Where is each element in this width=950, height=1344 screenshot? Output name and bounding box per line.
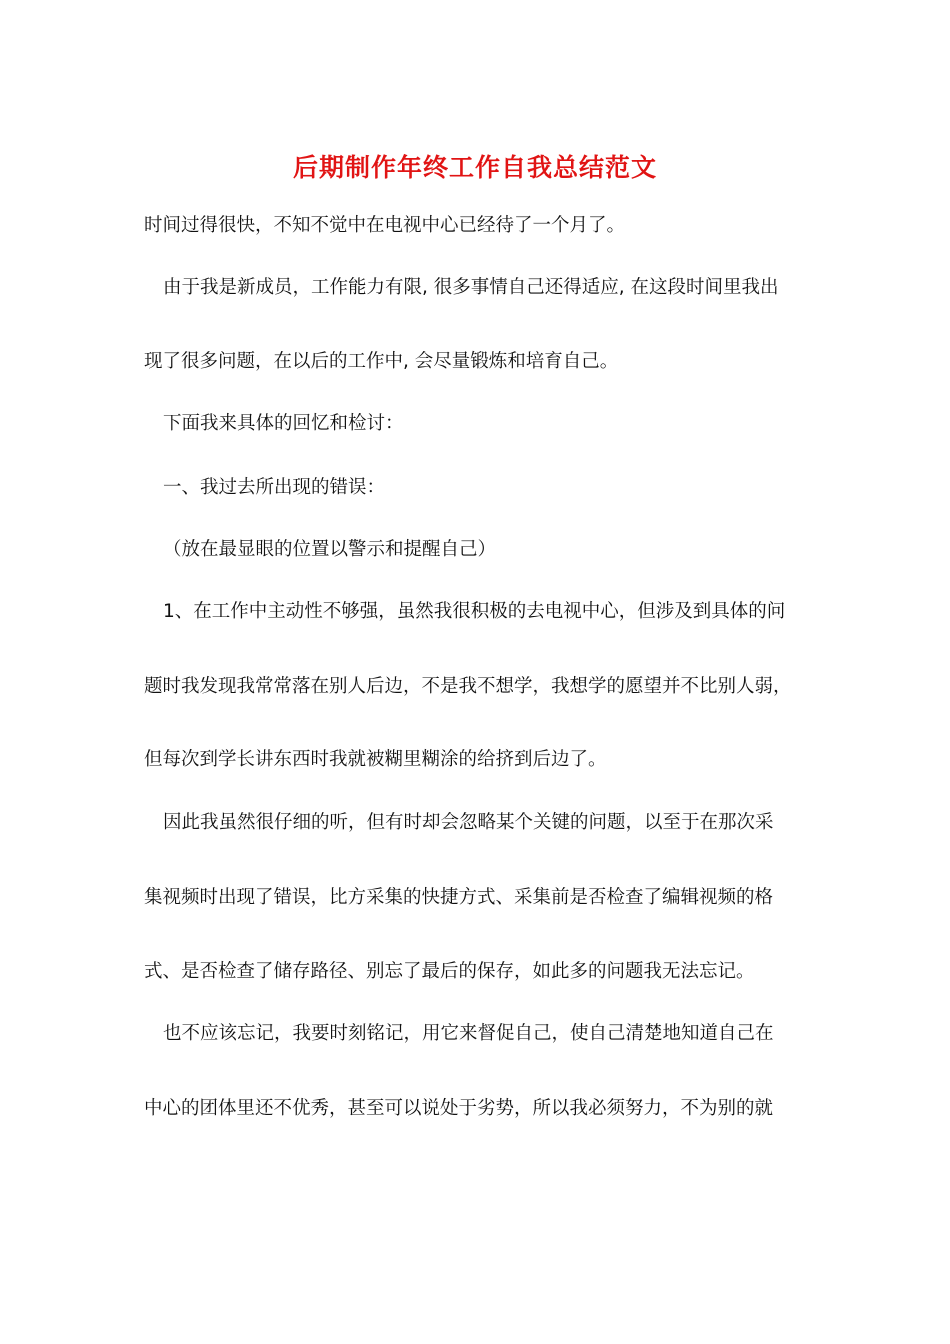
paragraph-line: 一、我过去所出现的错误： [163, 477, 386, 498]
paragraph-line: 时间过得很快，不知不觉中在电视中心已经待了一个月了。 [144, 215, 626, 236]
paragraph-line: 也不应该忘记，我要时刻铭记，用它来督促自己，使自己清楚地知道自己在 [163, 1023, 774, 1044]
paragraph-line: 集视频时出现了错误，比方采集的快捷方式、采集前是否检查了编辑视频的格 [144, 887, 774, 908]
paragraph-line: 1、在工作中主动性不够强，虽然我很积极的去电视中心，但涉及到具体的问 [163, 601, 786, 622]
paragraph-line: 中心的团体里还不优秀，甚至可以说处于劣势，所以我必须努力，不为别的就 [144, 1098, 774, 1119]
paragraph-line: 式、是否检查了储存路径、别忘了最后的保存，如此多的问题我无法忘记。 [144, 961, 755, 982]
paragraph-line: 因此我虽然很仔细的听，但有时却会忽略某个关键的问题，以至于在那次采 [163, 812, 774, 833]
paragraph-line: 但每次到学长讲东西时我就被糊里糊涂的给挤到后边了。 [144, 749, 607, 770]
paragraph-line: （放在最显眼的位置以警示和提醒自己） [163, 539, 497, 560]
paragraph-line: 题时我发现我常常落在别人后边，不是我不想学，我想学的愿望并不比别人弱， [144, 676, 792, 697]
paragraph-line: 现了很多问题，在以后的工作中, 会尽量锻炼和培育自己。 [144, 351, 619, 372]
document-title: 后期制作年终工作自我总结范文 [292, 153, 657, 182]
paragraph-line: 由于我是新成员，工作能力有限, 很多事情自己还得适应, 在这段时间里我出 [163, 277, 779, 298]
paragraph-line: 下面我来具体的回忆和检讨： [163, 413, 404, 434]
